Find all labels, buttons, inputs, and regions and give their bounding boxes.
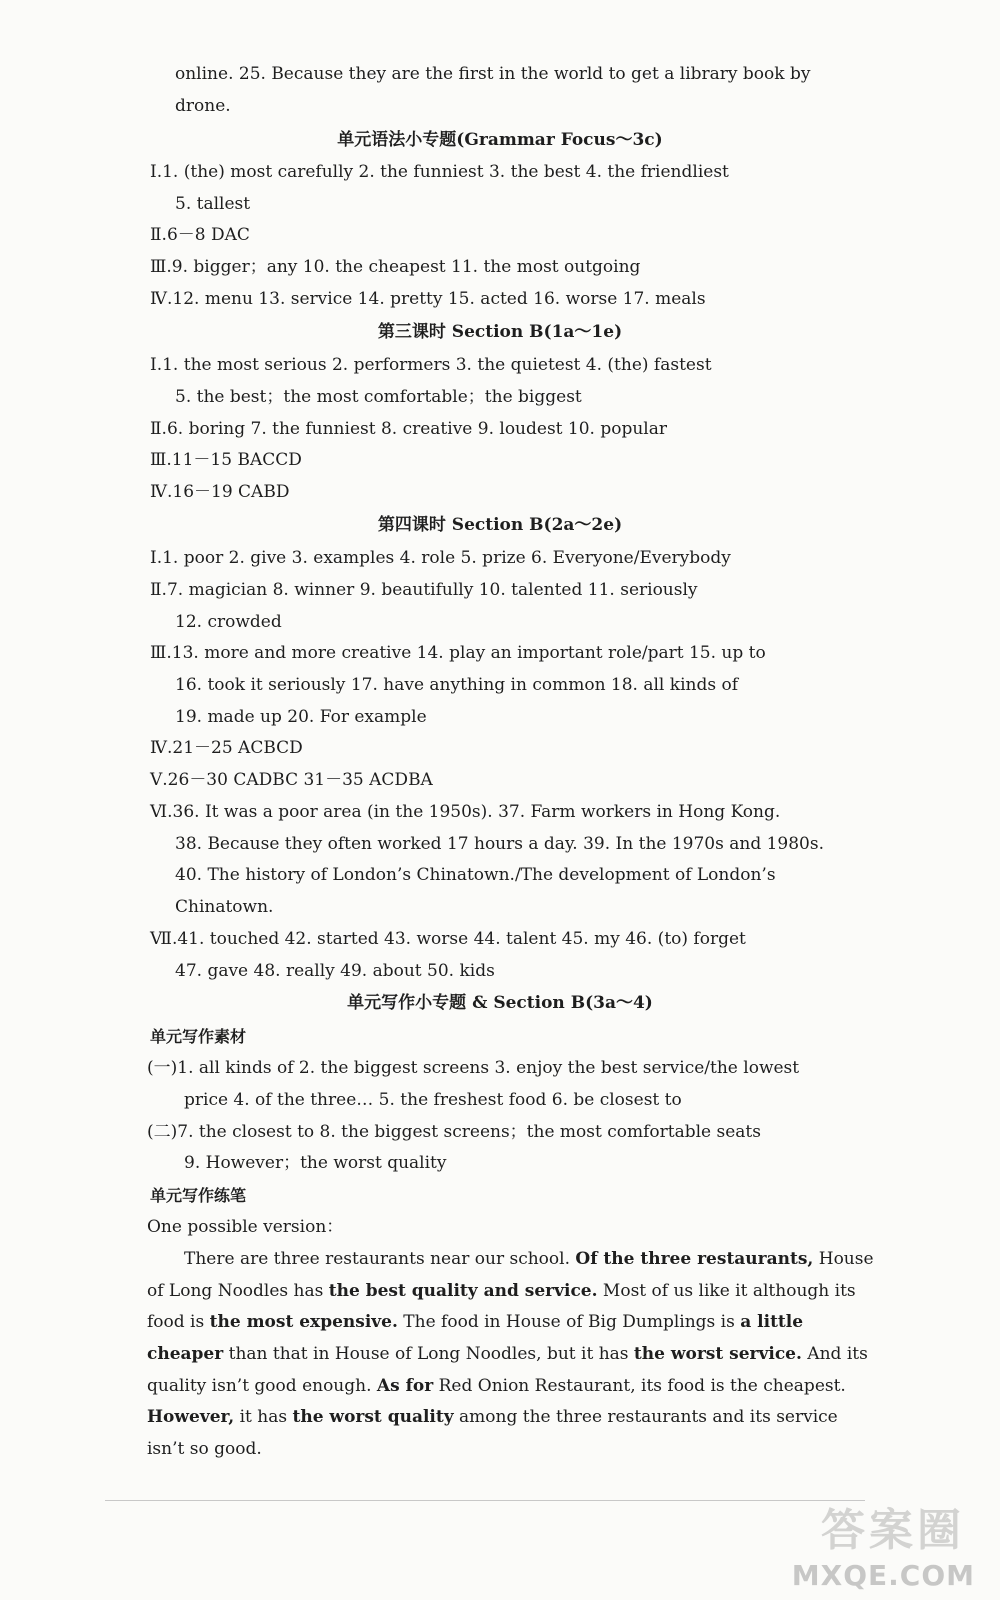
- essay-line: of Long Noodles has the best quality and service. Most of us like it although its: [147, 1281, 856, 1301]
- section-heading-grammar: 单元语法小专题(Grammar Focus～3c): [337, 130, 663, 150]
- answer-line: 9. However；the worst quality: [184, 1153, 447, 1173]
- answer-line: 12. crowded: [175, 612, 282, 632]
- footer-divider: [105, 1500, 865, 1501]
- answer-line: Ⅳ.16－19 CABD: [150, 482, 290, 502]
- essay-line: cheaper than that in House of Long Noodles, but it has the worst service. And its: [147, 1344, 868, 1364]
- answer-line: Ⅰ.1. the most serious 2. performers 3. the quietest 4. (the) fastest: [150, 355, 712, 375]
- essay-line: food is the most expensive. The food in House of Big Dumplings is a little: [147, 1312, 804, 1332]
- answer-line: 16. took it seriously 17. have anything in common 18. all kinds of: [175, 675, 739, 695]
- essay-line: There are three restaurants near our school. Of the three restaurants, House: [184, 1249, 874, 1269]
- answer-line: (一)1. all kinds of 2. the biggest screens 3. enjoy the best service/the lowest: [147, 1058, 800, 1078]
- section-heading-writing: 单元写作小专题 & Section B(3a～4): [347, 993, 653, 1013]
- answer-line: 47. gave 48. really 49. about 50. kids: [175, 961, 495, 981]
- answer-line: online. 25. Because they are the first in the world to get a library book by: [175, 64, 811, 84]
- answer-line: Ⅱ.7. magician 8. winner 9. beautifully 10. talented 11. seriously: [150, 580, 698, 600]
- answer-line: 19. made up 20. For example: [175, 707, 427, 727]
- answer-line: Ⅵ.36. It was a poor area (in the 1950s). 37. Farm workers in Hong Kong.: [150, 802, 781, 822]
- essay-line: isn’t so good.: [147, 1439, 262, 1459]
- version-label: One possible version：: [147, 1217, 344, 1237]
- answer-line: Ⅱ.6－8 DAC: [150, 225, 250, 245]
- essay-line: quality isn’t good enough. As for Red Onion Restaurant, its food is the cheapest.: [147, 1376, 846, 1396]
- answer-line: Ⅳ.12. menu 13. service 14. pretty 15. acted 16. worse 17. meals: [150, 289, 706, 309]
- answer-line: 5. the best；the most comfortable；the biggest: [175, 387, 582, 407]
- answer-line: price 4. of the three… 5. the freshest food 6. be closest to: [184, 1090, 682, 1110]
- subheading-writing-practice: 单元写作练笔: [150, 1186, 247, 1205]
- answer-line: 38. Because they often worked 17 hours a day. 39. In the 1970s and 1980s.: [175, 834, 825, 854]
- answer-line: Ⅲ.13. more and more creative 14. play an important role/part 15. up to: [150, 643, 766, 663]
- answer-line: drone.: [175, 96, 231, 116]
- watermark-logo: 答案圈: [821, 1505, 965, 1556]
- answer-line: (二)7. the closest to 8. the biggest screens；the most comfortable seats: [147, 1122, 761, 1142]
- essay-line: However, it has the worst quality among the three restaurants and its service: [147, 1407, 838, 1427]
- answer-line: Ⅲ.9. bigger；any 10. the cheapest 11. the most outgoing: [150, 257, 641, 277]
- answer-line: Ⅲ.11－15 BACCD: [150, 450, 302, 470]
- answer-line: Chinatown.: [175, 897, 274, 917]
- answer-line: Ⅴ.26－30 CADBC 31－35 ACDBA: [150, 770, 433, 790]
- watermark-url: MXQE.COM: [791, 1559, 975, 1592]
- answer-line: Ⅳ.21－25 ACBCD: [150, 738, 303, 758]
- subheading-writing-material: 单元写作素材: [150, 1027, 247, 1046]
- answer-line: Ⅱ.6. boring 7. the funniest 8. creative 9. loudest 10. popular: [150, 419, 667, 439]
- answer-line: Ⅶ.41. touched 42. started 43. worse 44. talent 45. my 46. (to) forget: [150, 929, 746, 949]
- section-heading-lesson3: 第三课时 Section B(1a～1e): [377, 322, 623, 342]
- answer-line: Ⅰ.1. (the) most carefully 2. the funniest 3. the best 4. the friendliest: [150, 162, 729, 182]
- answer-line: 5. tallest: [175, 194, 251, 214]
- answer-line: 40. The history of London’s Chinatown./The development of London’s: [175, 865, 776, 885]
- section-heading-lesson4: 第四课时 Section B(2a～2e): [377, 515, 623, 535]
- answer-line: Ⅰ.1. poor 2. give 3. examples 4. role 5. prize 6. Everyone/Everybody: [150, 548, 731, 568]
